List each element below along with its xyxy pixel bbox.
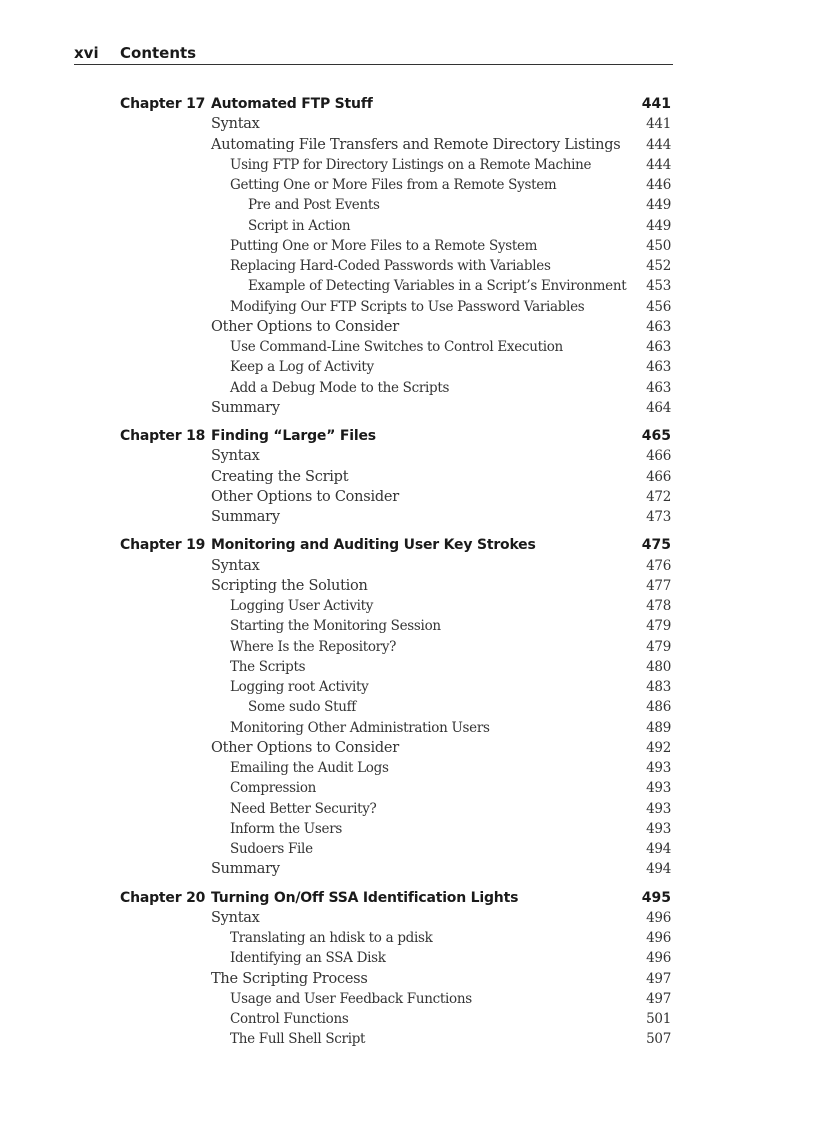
chapter-heading-row [0,535,816,555]
toc-entry-page-number: 479 [646,618,671,635]
toc-entry-page-number: 493 [646,800,671,817]
chapter-label: Chapter 20 [120,889,206,906]
toc-entry-page-number: 507 [646,1031,671,1048]
toc-entry-title: Monitoring Other Administration Users [230,719,490,736]
toc-entry [0,989,816,1009]
toc-entry-title: Where Is the Repository? [230,638,397,655]
toc-entry-title: Modifying Our FTP Scripts to Use Password Variables [230,298,585,315]
toc-entry-title: Translating an hdisk to a pdisk [230,930,433,946]
chapter-title: Finding “Large” Files [211,428,376,444]
toc-entry-page-number: 477 [646,577,671,594]
toc-entry [0,969,816,989]
toc-entry [0,398,816,418]
page-folio: xvi [74,44,99,62]
running-header [74,40,673,65]
toc-entry-page-number: 466 [646,468,671,485]
chapter-heading-row [0,888,816,908]
toc-entry-page-number: 478 [646,598,671,614]
toc-entry-page-number: 493 [646,780,671,797]
chapter-title: Automated FTP Stuff [211,96,373,112]
toc-entry [0,135,816,155]
toc-entry-title: Syntax [211,448,260,465]
toc-entry-page-number: 486 [646,699,671,716]
toc-entry-page-number: 444 [646,136,671,153]
toc-entry-page-number: 479 [646,638,671,655]
toc-entry [0,236,816,256]
toc-entry-title: Logging root Activity [230,679,369,695]
toc-entry-title: Scripting the Solution [211,577,368,594]
toc-entry-title: Starting the Monitoring Session [230,618,441,635]
chapter-title: Monitoring and Auditing User Key Strokes [211,537,536,554]
toc-entry-page-number: 463 [646,318,671,335]
toc-entry-title: Inform the Users [230,820,342,837]
toc-entry-page-number: 441 [646,116,671,133]
toc-entry-title: Other Options to Consider [211,488,399,505]
toc-entry-title: Replacing Hard-Coded Passwords with Variables [230,258,551,274]
toc-entry-page-number: 497 [646,990,671,1007]
toc-entry-title: Usage and User Feedback Functions [230,990,472,1007]
toc-entry-page-number: 449 [646,217,671,234]
toc-entry-title: Syntax [211,116,260,133]
chapter-label: Chapter 17 [120,96,206,112]
running-header-title: Contents [120,44,197,62]
toc-entry-title: Getting One or More Files from a Remote System [230,177,557,193]
toc-entry-title: The Scripts [230,658,306,675]
toc-entry [0,819,816,839]
toc-entry-title: Some sudo Stuff [248,699,357,716]
toc-entry-title: Compression [230,780,317,797]
toc-entry-title: Summary [211,509,280,525]
chapter-heading-row [0,426,816,446]
toc-entry [0,487,816,507]
toc-entry-title: Using FTP for Directory Listings on a Remote Machine [230,156,592,173]
toc-entry [0,799,816,819]
chapter-page-number: 465 [641,428,671,444]
toc-entry-title: Sudoers File [230,841,313,857]
toc-entry-title: Emailing the Audit Logs [230,760,389,776]
toc-entry-title: Summary [211,399,280,416]
toc-entry-page-number: 473 [646,509,671,525]
toc-entry-title: Other Options to Consider [211,318,399,335]
toc-entry-page-number: 496 [646,950,671,967]
toc-entry-page-number: 463 [646,339,671,355]
chapter-page-number: 495 [641,889,671,906]
toc-entry-title: Other Options to Consider [211,739,399,756]
toc-entry-title: Script in Action [248,217,351,234]
toc-entry [0,337,816,357]
toc-entry-page-number: 501 [646,1011,671,1027]
toc-entry-title: Creating the Script [211,468,349,485]
toc-entry [0,114,816,134]
toc-chapter [0,535,816,879]
toc-entry-page-number: 494 [646,861,671,878]
toc-entry-page-number: 463 [646,379,671,396]
toc-entry-title: Syntax [211,909,260,926]
toc-entry [0,859,816,879]
toc-entry-title: Syntax [211,557,260,574]
toc-entry-page-number: 494 [646,841,671,857]
toc-entry-page-number: 446 [646,177,671,193]
table-of-contents [0,94,816,1058]
toc-entry [0,576,816,596]
toc-entry-title: Keep a Log of Activity [230,359,374,376]
toc-entry [0,1009,816,1029]
toc-entry-title: Add a Debug Mode to the Scripts [230,379,450,396]
toc-entry [0,155,816,175]
toc-entry [0,718,816,738]
toc-chapter [0,888,816,1050]
toc-entry [0,677,816,697]
toc-entry-title: Summary [211,861,280,878]
toc-entry-title: The Scripting Process [211,970,368,987]
chapter-title: Turning On/Off SSA Identification Lights [211,889,519,906]
toc-entry [0,317,816,337]
toc-entry-title: Pre and Post Events [248,197,380,214]
toc-entry [0,556,816,576]
toc-entry [0,276,816,296]
toc-entry [0,175,816,195]
toc-entry-page-number: 480 [646,658,671,675]
toc-entry-page-number: 463 [646,359,671,376]
toc-entry-title: Putting One or More Files to a Remote System [230,237,538,254]
toc-entry [0,948,816,968]
toc-entry [0,657,816,677]
toc-entry-page-number: 464 [646,399,671,416]
toc-entry [0,378,816,398]
toc-entry-page-number: 472 [646,488,671,505]
toc-entry [0,297,816,317]
toc-entry-page-number: 497 [646,970,671,987]
toc-entry [0,256,816,276]
toc-entry-page-number: 449 [646,197,671,214]
chapter-heading-row [0,94,816,114]
toc-entry [0,596,816,616]
toc-entry-title: Identifying an SSA Disk [230,950,386,967]
chapter-label: Chapter 19 [120,537,206,554]
toc-entry-title: Use Command-Line Switches to Control Execution [230,339,563,355]
toc-entry-page-number: 493 [646,760,671,776]
toc-entry [0,616,816,636]
toc-entry-title: Need Better Security? [230,800,377,817]
toc-entry-page-number: 489 [646,719,671,736]
toc-entry [0,908,816,928]
toc-entry [0,778,816,798]
toc-entry [0,928,816,948]
toc-chapter [0,426,816,527]
toc-entry-page-number: 496 [646,930,671,946]
toc-entry [0,637,816,657]
toc-entry [0,357,816,377]
toc-entry [0,507,816,527]
toc-entry-page-number: 444 [646,156,671,173]
toc-entry-page-number: 450 [646,237,671,254]
toc-entry [0,839,816,859]
toc-entry-page-number: 476 [646,557,671,574]
toc-entry [0,216,816,236]
toc-entry-page-number: 452 [646,258,671,274]
toc-entry-title: Control Functions [230,1011,349,1027]
toc-entry-title: Automating File Transfers and Remote Directory Listings [211,136,621,153]
toc-entry-title: Example of Detecting Variables in a Script’s Environment [248,278,627,295]
toc-entry [0,446,816,466]
toc-entry [0,467,816,487]
toc-entry-page-number: 493 [646,820,671,837]
toc-entry-title: Logging User Activity [230,598,374,614]
chapter-page-number: 475 [641,537,671,554]
toc-entry-title: The Full Shell Script [230,1031,366,1048]
toc-entry-page-number: 456 [646,298,671,315]
toc-entry [0,697,816,717]
toc-entry [0,195,816,215]
toc-entry-page-number: 492 [646,739,671,756]
chapter-label: Chapter 18 [120,428,206,444]
toc-entry-page-number: 483 [646,679,671,695]
chapter-page-number: 441 [641,96,671,112]
toc-entry [0,738,816,758]
toc-entry-page-number: 453 [646,278,671,295]
toc-entry-page-number: 466 [646,448,671,465]
toc-entry [0,1029,816,1049]
toc-entry-page-number: 496 [646,909,671,926]
toc-chapter [0,94,816,418]
toc-entry [0,758,816,778]
